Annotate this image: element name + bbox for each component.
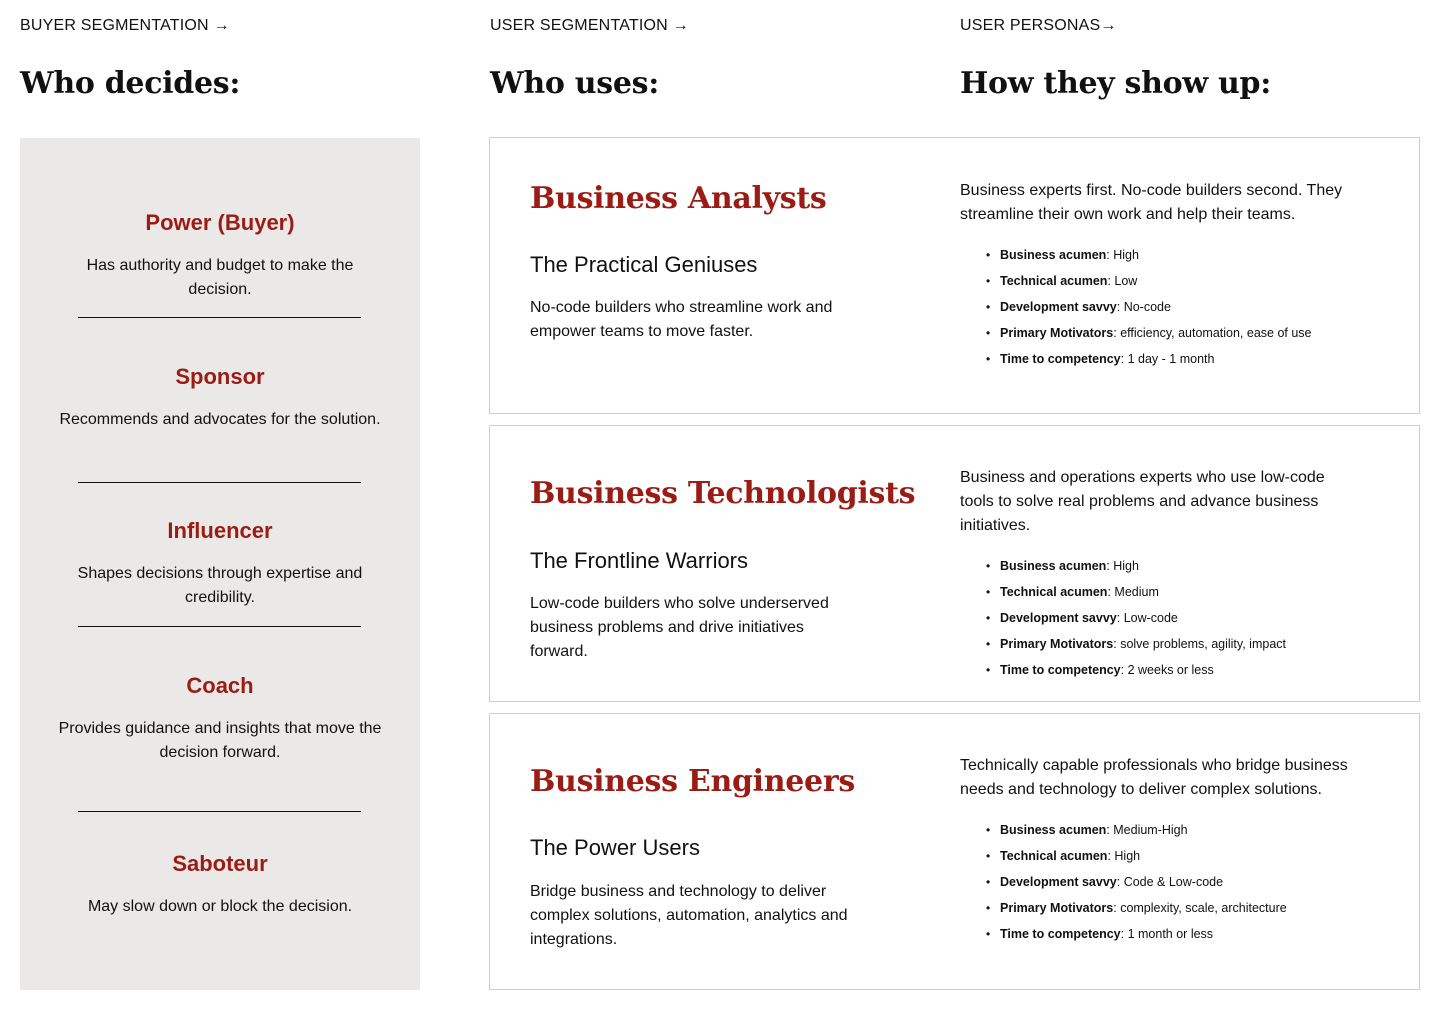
buyer-role-saboteur (20, 851, 420, 919)
attribute-value: Low-code (1123, 611, 1178, 625)
attribute-item: • Development savvy: No-code (986, 294, 1360, 320)
how-they-show-up-heading: How they show up: (960, 66, 1271, 101)
role-description: Recommends and advocates for the solution. (59, 411, 381, 428)
attribute-value: complexity, scale, architecture (1120, 901, 1287, 915)
bullet-icon: • (986, 823, 991, 837)
role-title: Coach (186, 673, 254, 698)
segment-card-business-analysts (489, 137, 1420, 414)
role-description: Has authority and budget to make the decision. (86, 257, 354, 298)
attribute-value: High (1114, 849, 1141, 863)
segment-subtitle: The Practical Geniuses (530, 252, 758, 277)
attribute-item: • Technical acumen: Low (986, 268, 1360, 294)
role-divider (78, 811, 361, 812)
bullet-icon: • (986, 901, 991, 915)
bullet-icon: • (986, 274, 991, 288)
attribute-value: High (1113, 248, 1139, 262)
attribute-item: • Development savvy: Code & Low-code (986, 869, 1360, 895)
segment-description: Bridge business and technology to deliver complex solutions, automation, analytics and integrations. (530, 883, 848, 948)
attribute-label: Development savvy (1000, 300, 1117, 314)
bullet-icon: • (986, 663, 991, 677)
attribute-item: • Time to competency: 1 month or less (986, 921, 1360, 947)
persona-description: Technically capable professionals who bridge business needs and technology to deliver complex solutions. (960, 757, 1348, 798)
attribute-item: • Time to competency: 1 day - 1 month (986, 346, 1360, 372)
buyer-role-power (20, 210, 420, 302)
bullet-icon: • (986, 927, 991, 941)
buyer-role-sponsor (20, 364, 420, 432)
segment-title: Business Technologists (530, 476, 916, 511)
buyer-role-coach (20, 673, 420, 765)
attribute-label: Technical acumen (1000, 274, 1108, 288)
attribute-label: Business acumen (1000, 248, 1107, 262)
persona-description: Business experts first. No-code builders second. They streamline their own work and help their teams. (960, 182, 1343, 223)
role-description: Shapes decisions through expertise and credibility. (77, 565, 363, 606)
who-uses-heading: Who uses: (490, 66, 660, 101)
segment-subtitle: The Power Users (530, 835, 700, 860)
attribute-label: Business acumen (1000, 559, 1107, 573)
attribute-item: • Technical acumen: High (986, 843, 1360, 869)
bullet-icon: • (986, 875, 991, 889)
bullet-icon: • (986, 559, 991, 573)
bullet-icon: • (986, 326, 991, 340)
attribute-value: 2 weeks or less (1127, 663, 1214, 677)
user-segmentation-eyebrow: USER SEGMENTATION → (490, 17, 689, 34)
attribute-label: Business acumen (1000, 823, 1107, 837)
bullet-icon: • (986, 248, 991, 262)
attribute-value: Code & Low-code (1123, 875, 1224, 889)
role-description: May slow down or block the decision. (87, 898, 353, 915)
role-divider (78, 482, 361, 483)
attribute-list (960, 553, 1360, 683)
attribute-value: No-code (1123, 300, 1171, 314)
segment-subtitle: The Frontline Warriors (530, 548, 749, 573)
segment-title: Business Analysts (530, 181, 827, 216)
bullet-icon: • (986, 849, 991, 863)
persona (960, 179, 1360, 372)
attribute-list (960, 817, 1360, 947)
buyer-segmentation-eyebrow: BUYER SEGMENTATION → (20, 17, 230, 34)
buyer-role-influencer (20, 518, 420, 610)
bullet-icon: • (986, 352, 991, 366)
attribute-label: Primary Motivators (1000, 326, 1114, 340)
attribute-value: 1 day - 1 month (1127, 352, 1215, 366)
attribute-item: • Primary Motivators: solve problems, agility, impact (986, 631, 1360, 657)
attribute-item: • Development savvy: Low-code (986, 605, 1360, 631)
bullet-icon: • (986, 637, 991, 651)
attribute-item: • Primary Motivators: complexity, scale, architecture (986, 895, 1360, 921)
attribute-value: High (1113, 559, 1139, 573)
bullet-icon: • (986, 585, 991, 599)
attribute-item: • Business acumen: High (986, 553, 1360, 579)
who-decides-heading: Who decides: (20, 66, 241, 101)
buyer-roles-panel (20, 138, 420, 990)
role-title: Influencer (167, 518, 273, 543)
segment-card-business-technologists (489, 425, 1420, 702)
attribute-label: Time to competency (1000, 663, 1121, 677)
attribute-label: Primary Motivators (1000, 901, 1114, 915)
user-personas-eyebrow: USER PERSONAS→ (960, 17, 1117, 34)
attribute-label: Time to competency (1000, 352, 1121, 366)
persona (960, 466, 1360, 683)
segment-card-business-engineers (489, 713, 1420, 990)
role-title: Saboteur (172, 851, 268, 876)
persona (960, 754, 1360, 947)
attribute-value: solve problems, agility, impact (1120, 637, 1286, 651)
attribute-value: efficiency, automation, ease of use (1120, 326, 1312, 340)
attribute-label: Primary Motivators (1000, 637, 1114, 651)
attribute-value: Medium-High (1113, 823, 1188, 837)
attribute-label: Technical acumen (1000, 849, 1108, 863)
attribute-label: Technical acumen (1000, 585, 1108, 599)
segment-description: No-code builders who streamline work and empower teams to move faster. (530, 299, 833, 340)
attribute-label: Development savvy (1000, 875, 1117, 889)
role-title: Power (Buyer) (145, 210, 295, 235)
attribute-value: 1 month or less (1127, 927, 1214, 941)
segment-description: Low-code builders who solve underserved business problems and drive initiatives forward. (530, 595, 829, 660)
bullet-icon: • (986, 611, 991, 625)
attribute-item: • Business acumen: High (986, 242, 1360, 268)
attribute-value: Medium (1114, 585, 1159, 599)
attribute-label: Time to competency (1000, 927, 1121, 941)
role-divider (78, 317, 361, 318)
role-description: Provides guidance and insights that move the decision forward. (58, 720, 382, 761)
attribute-label: Development savvy (1000, 611, 1117, 625)
attribute-item: • Time to competency: 2 weeks or less (986, 657, 1360, 683)
attribute-item: • Business acumen: Medium-High (986, 817, 1360, 843)
attribute-list (960, 242, 1360, 372)
role-title: Sponsor (175, 364, 265, 389)
role-divider (78, 626, 361, 627)
persona-description: Business and operations experts who use low-code tools to solve real problems and advance business initiatives. (960, 469, 1325, 534)
attribute-item: • Technical acumen: Medium (986, 579, 1360, 605)
attribute-value: Low (1114, 274, 1138, 288)
segment-title: Business Engineers (530, 764, 855, 799)
attribute-item: • Primary Motivators: efficiency, automation, ease of use (986, 320, 1360, 346)
bullet-icon: • (986, 300, 991, 314)
